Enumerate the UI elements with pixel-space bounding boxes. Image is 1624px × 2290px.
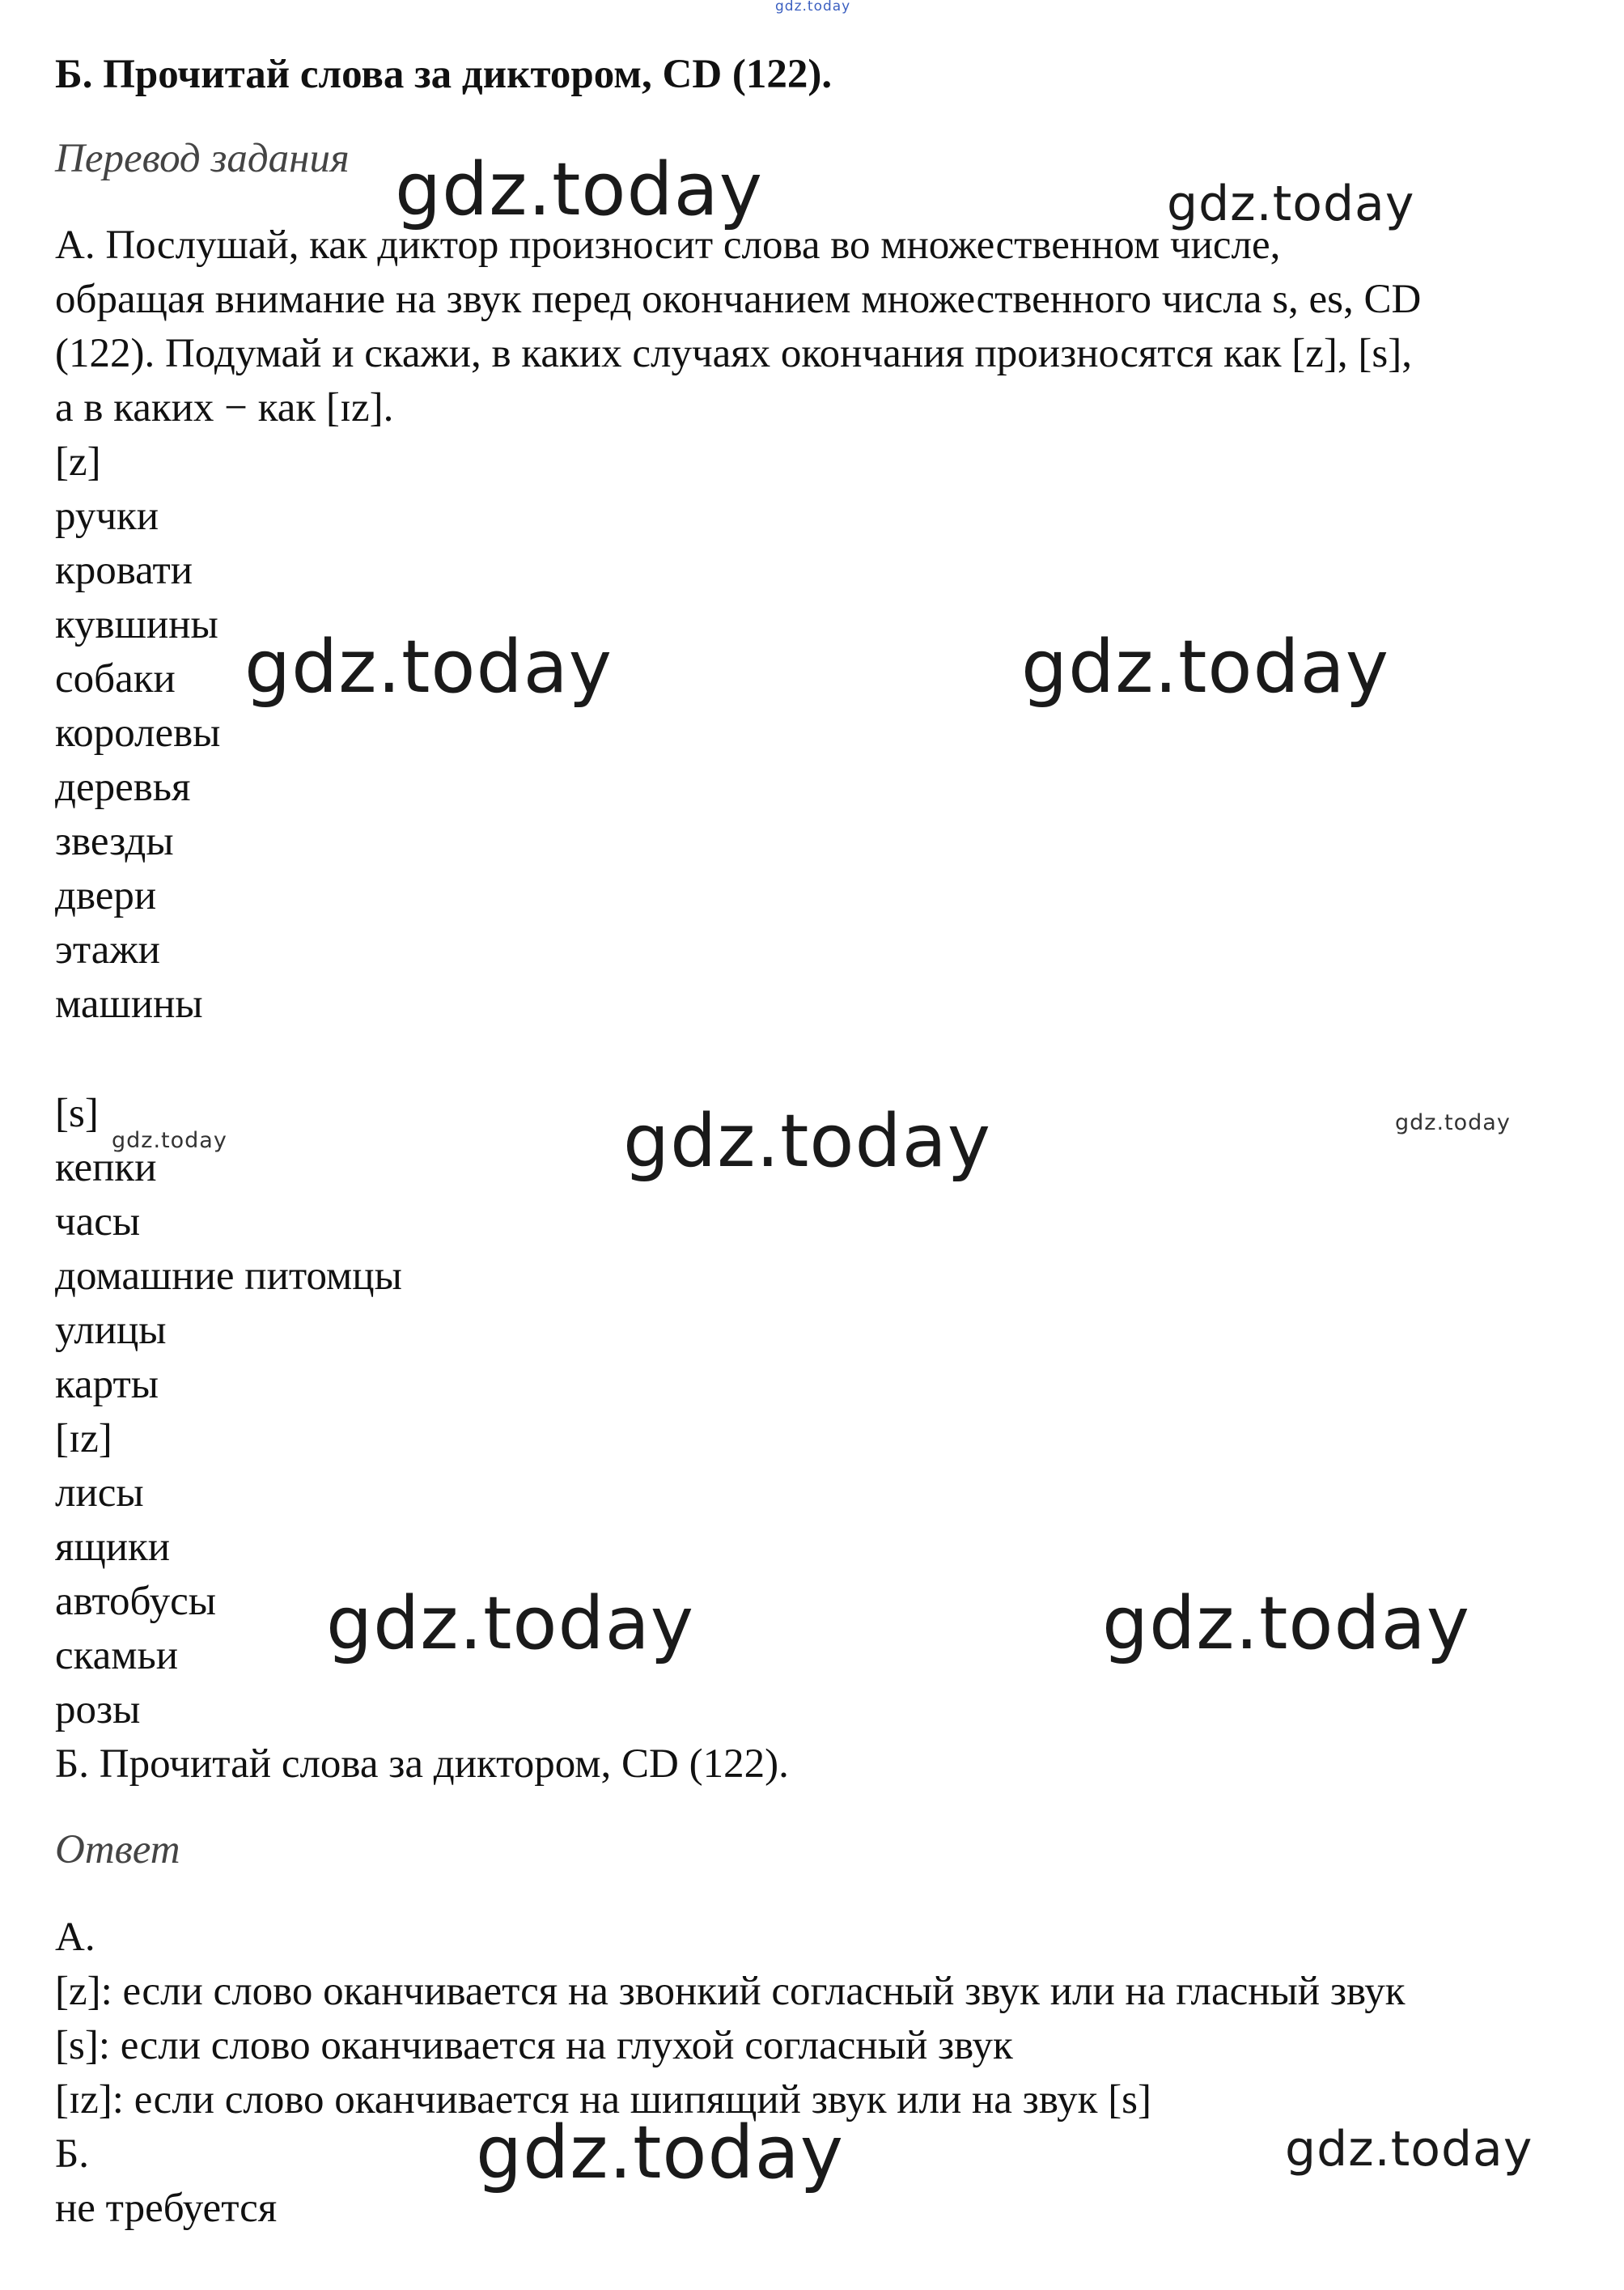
watermark-11: gdz.today [1285,2121,1533,2178]
watermark-6: gdz.today [623,1099,992,1184]
word-z-2: кровати [55,548,193,593]
watermark-8: gdz.today [326,1581,695,1666]
word-s-4: улицы [55,1308,167,1353]
word-s-5: карты [55,1362,159,1407]
translation-heading: Перевод задания [55,136,350,181]
word-s-2: часы [55,1199,141,1245]
answer-line-2: [s]: если слово оканчивается на глухой согласный звук [55,2023,1013,2068]
word-z-4: собаки [55,656,176,702]
watermark-top: gdz.today [775,0,851,15]
answer-line-1: [z]: если слово оканчивается на звонкий согласный звук или на гласный звук [55,1969,1406,2014]
word-z-10: машины [55,982,203,1027]
paragraph-line-3: (122). Подумай и скажи, в каких случаях окончания произносятся как [z], [s], [55,331,1412,376]
word-z-9: этажи [55,927,160,973]
answer-line-3: [ɪz]: если слово оканчивается на шипящий звук или на звук [s] [55,2077,1152,2122]
word-iz-5: розы [55,1687,141,1732]
paragraph-line-1: А. Послушай, как диктор произносит слова во множественном числе, [55,223,1281,268]
paragraph-line-4: а в каких − как [ɪz]. [55,385,394,430]
answer-b-label: Б. [55,2131,90,2177]
task-title: Б. Прочитай слова за диктором, CD (122). [55,52,833,97]
watermark-9: gdz.today [1102,1581,1471,1666]
word-s-1: кепки [55,1145,157,1190]
watermark-7: gdz.today [1395,1110,1511,1135]
answer-b-text: не требуется [55,2186,278,2231]
answer-heading: Ответ [55,1827,180,1872]
answer-a-label: А. [55,1915,95,1960]
watermark-5: gdz.today [112,1128,227,1153]
word-z-6: деревья [55,765,191,810]
watermark-1: gdz.today [395,147,764,232]
task-b-text: Б. Прочитай слова за диктором, CD (122). [55,1741,789,1787]
word-iz-4: скамьи [55,1633,179,1678]
word-iz-3: автобусы [55,1579,216,1624]
watermark-10: gdz.today [476,2110,845,2195]
word-iz-2: ящики [55,1525,171,1570]
word-z-3: кувшины [55,602,218,647]
word-z-1: ручки [55,494,159,539]
group-s-label: [s] [55,1091,99,1136]
word-z-8: двери [55,873,157,918]
paragraph-line-2: обращая внимание на звук перед окончанием множественного числа s, es, CD [55,277,1422,322]
watermark-3: gdz.today [244,625,613,710]
word-s-3: домашние питомцы [55,1253,402,1299]
watermark-2: gdz.today [1167,176,1415,232]
watermark-4: gdz.today [1021,625,1390,710]
group-z-label: [z] [55,439,101,485]
word-iz-1: лисы [55,1470,144,1516]
word-z-7: звезды [55,819,174,864]
word-z-5: королевы [55,710,221,756]
group-iz-label: [ɪz] [55,1416,112,1461]
